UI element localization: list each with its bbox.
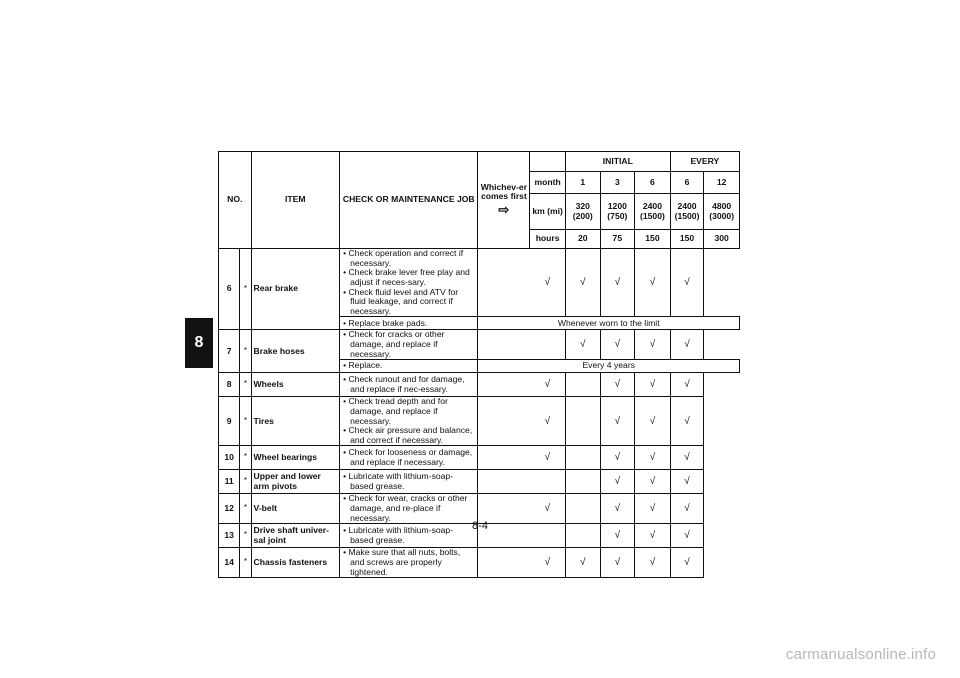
check-mark: √ — [635, 330, 671, 360]
sub-job — [340, 360, 478, 373]
chapter-tab: 8 — [185, 318, 213, 368]
km-value: 1200 (750) — [600, 194, 635, 230]
job-line — [342, 397, 475, 426]
maintenance-table — [218, 151, 740, 578]
row-no: 12 — [219, 494, 240, 524]
job-text: Lubricate with lithium-soap-based grease. — [348, 471, 454, 491]
bullet-icon: • — [343, 374, 349, 385]
row-no: 11 — [219, 470, 240, 494]
check-mark: √ — [565, 249, 600, 317]
row-item: Brake hoses — [251, 330, 340, 373]
job-line — [342, 494, 475, 523]
job-line — [342, 288, 475, 317]
row-item: Wheel bearings — [251, 446, 340, 470]
km-value: 2400 (1500) — [635, 194, 671, 230]
right-arrow-icon: ⇨ — [498, 201, 510, 217]
check-mark: √ — [670, 373, 704, 397]
table-row — [219, 446, 740, 470]
check-mark — [530, 470, 566, 494]
check-mark: √ — [530, 249, 566, 317]
hours-value: 20 — [565, 230, 600, 249]
job-line — [342, 361, 475, 371]
row-item: Chassis fasteners — [251, 548, 340, 578]
check-mark: √ — [635, 494, 671, 524]
row-item: Drive shaft univer-sal joint — [251, 524, 340, 548]
check-mark: √ — [600, 330, 635, 360]
job-text: Check operation and correct if necessary. — [348, 248, 464, 268]
row-star: * — [240, 494, 251, 524]
km-value: 4800 (3000) — [704, 194, 740, 230]
job-text: Check brake lever free play and adjust if neces-sary. — [348, 267, 470, 287]
month-value: 12 — [704, 172, 740, 194]
hours-value: 300 — [704, 230, 740, 249]
row-jobs — [340, 330, 478, 360]
job-line — [342, 330, 475, 359]
hours-value: 150 — [635, 230, 671, 249]
row-jobs — [340, 397, 478, 446]
page-number: 8-4 — [472, 520, 488, 532]
bullet-icon: • — [343, 360, 349, 371]
table-row — [219, 330, 740, 360]
check-mark: √ — [635, 373, 671, 397]
interval-note: Whenever worn to the limit — [478, 317, 740, 330]
check-mark: √ — [635, 548, 671, 578]
check-mark: √ — [635, 446, 671, 470]
bullet-icon: • — [343, 317, 349, 328]
job-text: Replace brake pads. — [348, 317, 428, 328]
job-text: Check tread depth and for damage, and replace if necessary. — [348, 396, 448, 426]
row-no: 10 — [219, 446, 240, 470]
header-blank — [530, 152, 566, 172]
check-mark — [565, 446, 600, 470]
sub-job — [340, 317, 478, 330]
check-mark: √ — [530, 397, 566, 446]
job-line — [342, 319, 475, 329]
header-every: EVERY — [670, 152, 739, 172]
row-jobs — [340, 249, 478, 317]
bullet-icon: • — [343, 286, 349, 297]
check-mark — [565, 373, 600, 397]
check-mark: √ — [600, 470, 635, 494]
month-label: month — [530, 172, 566, 194]
row-star: * — [240, 249, 251, 330]
job-text: Check runout and for damage, and replace if nec-essary. — [348, 374, 465, 394]
row-item: Tires — [251, 397, 340, 446]
interval-note: Every 4 years — [478, 360, 740, 373]
check-mark: √ — [670, 524, 704, 548]
table-row — [219, 397, 740, 446]
job-line — [342, 268, 475, 287]
row-item: Wheels — [251, 373, 340, 397]
check-mark: √ — [670, 470, 704, 494]
job-text: Check air pressure and balance, and correct if necessary. — [348, 425, 473, 445]
check-mark: √ — [670, 330, 704, 360]
whichever-cell — [478, 373, 530, 397]
km-label: km (mi) — [530, 194, 566, 230]
check-mark: √ — [530, 373, 566, 397]
check-mark: √ — [670, 548, 704, 578]
month-value: 6 — [635, 172, 671, 194]
check-mark — [565, 470, 600, 494]
check-mark: √ — [600, 397, 635, 446]
check-mark: √ — [635, 524, 671, 548]
job-line — [342, 249, 475, 268]
km-value: 320 (200) — [565, 194, 600, 230]
job-text: Check for wear, cracks or other damage, and re-place if necessary. — [348, 493, 468, 523]
check-mark: √ — [635, 397, 671, 446]
job-line — [342, 375, 475, 394]
bullet-icon: • — [343, 525, 349, 536]
header-whichever — [478, 152, 530, 249]
job-line — [342, 548, 475, 577]
bullet-icon: • — [343, 425, 349, 436]
table-row — [219, 373, 740, 397]
check-mark: √ — [670, 397, 704, 446]
header-check: CHECK OR MAINTENANCE JOB — [340, 152, 478, 249]
bullet-icon: • — [343, 396, 349, 407]
check-mark: √ — [600, 446, 635, 470]
header-initial: INITIAL — [565, 152, 670, 172]
whichever-cell — [478, 249, 530, 317]
job-text: Check for cracks or other damage, and replace if necessary. — [348, 329, 445, 359]
watermark: carmanualsonline.info — [785, 646, 936, 663]
month-value: 3 — [600, 172, 635, 194]
bullet-icon: • — [343, 447, 349, 458]
row-no: 13 — [219, 524, 240, 548]
km-value: 2400 (1500) — [670, 194, 704, 230]
check-mark: √ — [600, 524, 635, 548]
check-mark: √ — [670, 494, 704, 524]
check-mark: √ — [530, 548, 566, 578]
row-jobs — [340, 446, 478, 470]
row-star: * — [240, 524, 251, 548]
check-mark: √ — [530, 446, 566, 470]
row-no: 7 — [219, 330, 240, 373]
row-item: Upper and lower arm pivots — [251, 470, 340, 494]
job-line — [342, 448, 475, 467]
row-jobs — [340, 548, 478, 578]
row-star: * — [240, 446, 251, 470]
hours-label: hours — [530, 230, 566, 249]
job-text: Lubricate with lithium-soap-based grease. — [348, 525, 454, 545]
row-star: * — [240, 373, 251, 397]
hours-value: 150 — [670, 230, 704, 249]
whichever-cell — [478, 397, 530, 446]
job-text: Check fluid level and ATV for fluid leakage, and correct if necessary. — [348, 286, 459, 316]
job-text: Make sure that all nuts, bolts, and screws are properly tightened. — [348, 547, 461, 577]
job-line — [342, 426, 475, 445]
check-mark: √ — [600, 548, 635, 578]
bullet-icon: • — [343, 248, 349, 258]
row-jobs — [340, 470, 478, 494]
table-row — [219, 470, 740, 494]
whichever-cell — [478, 548, 530, 578]
row-no: 8 — [219, 373, 240, 397]
whichever-cell — [478, 470, 530, 494]
row-no: 6 — [219, 249, 240, 330]
row-star: * — [240, 470, 251, 494]
check-mark: √ — [565, 330, 600, 360]
bullet-icon: • — [343, 267, 349, 278]
header-item: ITEM — [251, 152, 340, 249]
table-row — [219, 548, 740, 578]
check-mark: √ — [565, 548, 600, 578]
check-mark — [565, 397, 600, 446]
whichever-label: Whichev-er comes first — [480, 181, 528, 202]
row-no: 14 — [219, 548, 240, 578]
row-jobs — [340, 373, 478, 397]
row-star: * — [240, 548, 251, 578]
job-text: Replace. — [348, 360, 383, 371]
check-mark: √ — [600, 494, 635, 524]
month-value: 6 — [670, 172, 704, 194]
whichever-cell — [478, 330, 530, 360]
header-row-1 — [219, 152, 740, 172]
check-mark: √ — [530, 494, 566, 524]
job-line — [342, 472, 475, 491]
month-value: 1 — [565, 172, 600, 194]
bullet-icon: • — [343, 547, 349, 558]
check-mark — [530, 330, 566, 360]
header-no: NO. — [219, 152, 252, 249]
row-item: V-belt — [251, 494, 340, 524]
check-mark: √ — [600, 373, 635, 397]
check-mark: √ — [635, 470, 671, 494]
job-text: Check for looseness or damage, and replace if necessary. — [348, 447, 473, 467]
table-row — [219, 249, 740, 317]
check-mark: √ — [600, 249, 635, 317]
row-star: * — [240, 330, 251, 373]
row-item: Rear brake — [251, 249, 340, 330]
row-star: * — [240, 397, 251, 446]
bullet-icon: • — [343, 471, 349, 482]
check-mark: √ — [670, 446, 704, 470]
check-mark: √ — [635, 249, 671, 317]
whichever-cell — [478, 446, 530, 470]
hours-value: 75 — [600, 230, 635, 249]
check-mark: √ — [670, 249, 704, 317]
row-no: 9 — [219, 397, 240, 446]
bullet-icon: • — [343, 329, 349, 340]
bullet-icon: • — [343, 493, 349, 504]
